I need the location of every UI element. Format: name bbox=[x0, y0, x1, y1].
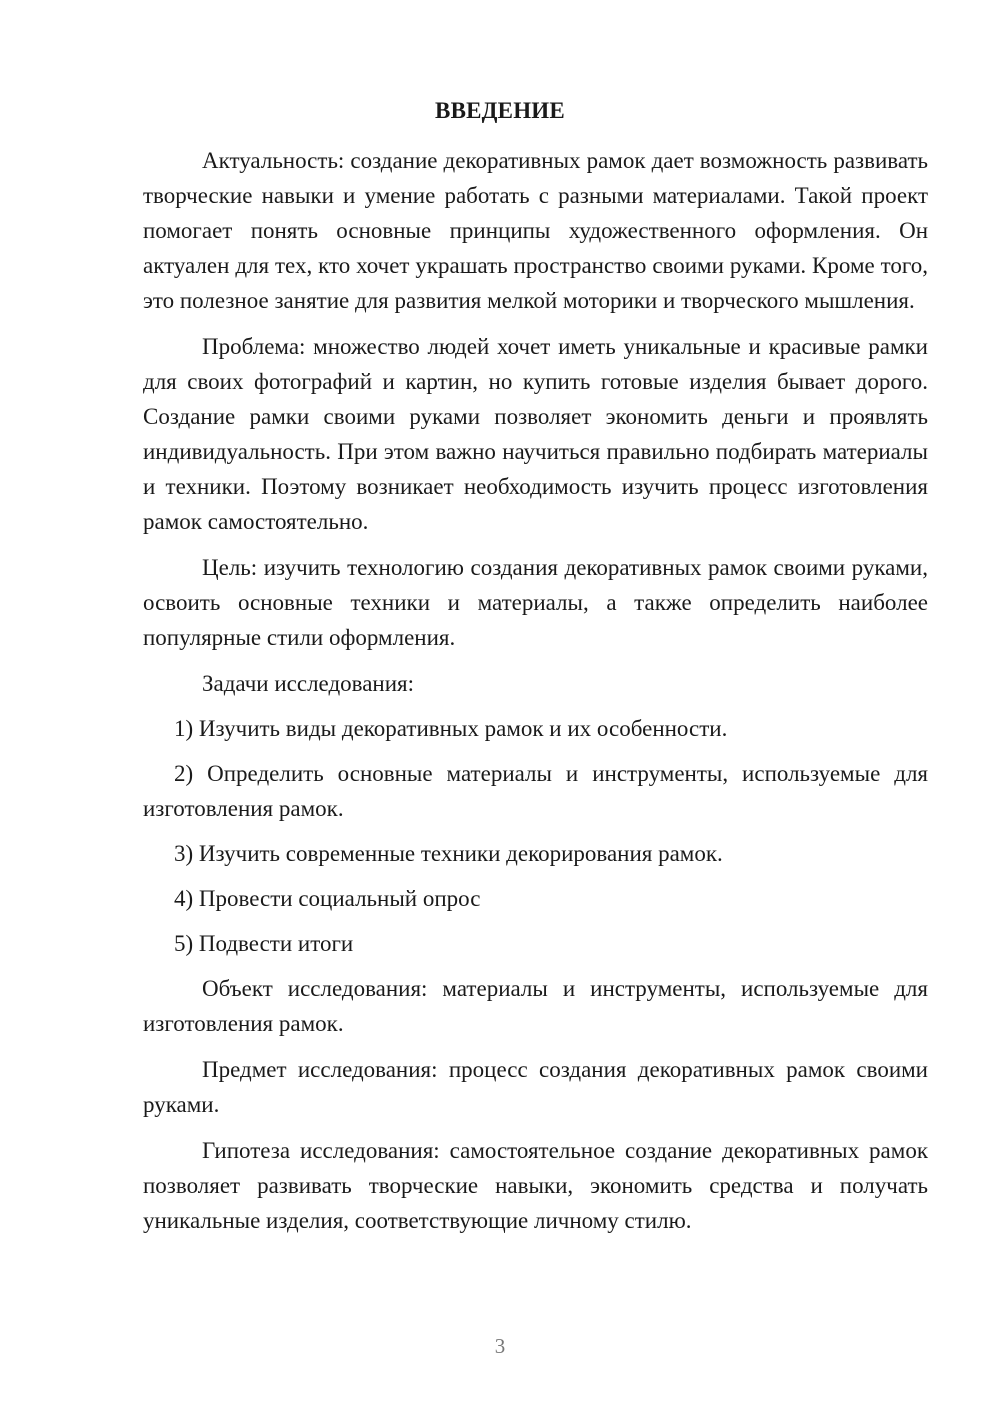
page-title: ВВЕДЕНИЕ bbox=[435, 98, 565, 123]
paragraph-relevance: Актуальность: создание декоративных рамок дает возможность развивать творческие навыки и умение работать с разными материалами. Такой проект помогает понять основные принципы художественного оформления. Он актуален для тех, кто хочет украшать пространство своими руками. Кроме того, это полезное занятие для развития мелкой моторики и творческого мышления. bbox=[143, 148, 928, 313]
list-item: 5) Подвести итоги bbox=[174, 931, 354, 956]
tasks-heading: Задачи исследования: bbox=[202, 671, 415, 696]
paragraph-goal: Цель: изучить технологию создания декоративных рамок своими руками, освоить основные техники и материалы, а также определить наиболее популярные стили оформления. bbox=[143, 555, 928, 650]
paragraph-object: Объект исследования: материалы и инструменты, используемые для изготовления рамок. bbox=[143, 976, 928, 1036]
list-item: 2) Определить основные материалы и инструменты, используемые для изготовления рамок. bbox=[143, 761, 928, 821]
paragraph-hypothesis: Гипотеза исследования: самостоятельное создание декоративных рамок позволяет развивать творческие навыки, экономить средства и получать уникальные изделия, соответствующие личному стилю. bbox=[143, 1138, 928, 1233]
page-number: 3 bbox=[494, 1334, 506, 1358]
paragraph-problem: Проблема: множество людей хочет иметь уникальные и красивые рамки для своих фотографий и картин, но купить готовые изделия бывает дорого. Создание рамки своими руками позволяет экономить деньги и проявлять индивидуальность. При этом важно научиться правильно подбирать материалы и техники. Поэтому возникает необходимость изучить процесс изготовления рамок самостоятельно. bbox=[143, 334, 928, 534]
list-item: 1) Изучить виды декоративных рамок и их особенности. bbox=[174, 716, 728, 741]
list-item: 4) Провести социальный опрос bbox=[174, 886, 481, 911]
tasks-list bbox=[143, 711, 928, 961]
list-item: 3) Изучить современные техники декорирования рамок. bbox=[174, 841, 723, 866]
document-body bbox=[143, 143, 928, 1249]
paragraph-subject: Предмет исследования: процесс создания декоративных рамок своими руками. bbox=[143, 1057, 928, 1117]
